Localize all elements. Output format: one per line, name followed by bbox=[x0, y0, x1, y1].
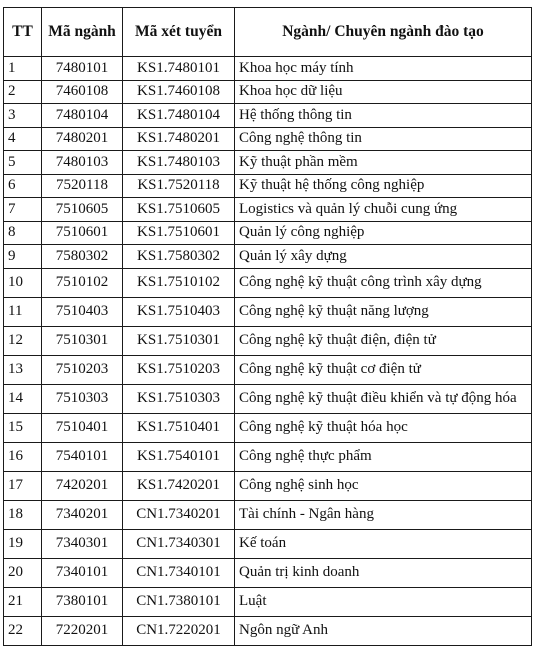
cell-nganh: Công nghệ kỹ thuật điện, điện tử bbox=[235, 326, 532, 355]
cell-nganh: Kỹ thuật hệ thống công nghiệp bbox=[235, 174, 532, 198]
cell-ma-xet-tuyen: KS1.7580302 bbox=[123, 245, 235, 269]
cell-tt: 13 bbox=[4, 355, 42, 384]
header-ma-xet-tuyen: Mã xét tuyển bbox=[123, 8, 235, 57]
cell-ma-xet-tuyen: KS1.7510403 bbox=[123, 297, 235, 326]
cell-tt: 9 bbox=[4, 245, 42, 269]
cell-ma-nganh: 7460108 bbox=[42, 80, 123, 104]
cell-ma-xet-tuyen: CN1.7380101 bbox=[123, 587, 235, 616]
cell-ma-xet-tuyen: KS1.7480104 bbox=[123, 104, 235, 128]
cell-ma-xet-tuyen: KS1.7480101 bbox=[123, 57, 235, 81]
cell-ma-nganh: 7510203 bbox=[42, 355, 123, 384]
cell-ma-xet-tuyen: CN1.7220201 bbox=[123, 616, 235, 645]
table-row bbox=[4, 174, 532, 198]
cell-tt: 21 bbox=[4, 587, 42, 616]
cell-nganh: Công nghệ kỹ thuật công trình xây dựng bbox=[235, 268, 532, 297]
cell-nganh: Quản lý xây dựng bbox=[235, 245, 532, 269]
cell-ma-nganh: 7420201 bbox=[42, 471, 123, 500]
cell-tt: 14 bbox=[4, 384, 42, 413]
cell-tt: 6 bbox=[4, 174, 42, 198]
cell-ma-nganh: 7510403 bbox=[42, 297, 123, 326]
table-row bbox=[4, 529, 532, 558]
table-row bbox=[4, 616, 532, 645]
table-row bbox=[4, 297, 532, 326]
cell-ma-nganh: 7480101 bbox=[42, 57, 123, 81]
cell-ma-xet-tuyen: KS1.7420201 bbox=[123, 471, 235, 500]
cell-nganh: Công nghệ kỹ thuật hóa học bbox=[235, 413, 532, 442]
cell-ma-nganh: 7380101 bbox=[42, 587, 123, 616]
cell-ma-xet-tuyen: KS1.7510601 bbox=[123, 221, 235, 245]
cell-nganh: Quản lý công nghiệp bbox=[235, 221, 532, 245]
table-row bbox=[4, 221, 532, 245]
cell-ma-xet-tuyen: KS1.7510203 bbox=[123, 355, 235, 384]
cell-tt: 12 bbox=[4, 326, 42, 355]
cell-ma-xet-tuyen: KS1.7460108 bbox=[123, 80, 235, 104]
table-row bbox=[4, 471, 532, 500]
cell-tt: 10 bbox=[4, 268, 42, 297]
cell-nganh: Công nghệ thông tin bbox=[235, 127, 532, 151]
table-row bbox=[4, 326, 532, 355]
cell-ma-xet-tuyen: KS1.7480103 bbox=[123, 151, 235, 175]
header-tt: TT bbox=[4, 8, 42, 57]
cell-tt: 22 bbox=[4, 616, 42, 645]
cell-ma-nganh: 7510401 bbox=[42, 413, 123, 442]
cell-ma-nganh: 7510102 bbox=[42, 268, 123, 297]
cell-ma-xet-tuyen: KS1.7510401 bbox=[123, 413, 235, 442]
cell-ma-xet-tuyen: KS1.7510303 bbox=[123, 384, 235, 413]
table-row bbox=[4, 57, 532, 81]
table-row bbox=[4, 442, 532, 471]
cell-nganh: Hệ thống thông tin bbox=[235, 104, 532, 128]
table-row bbox=[4, 198, 532, 222]
cell-ma-nganh: 7510605 bbox=[42, 198, 123, 222]
cell-ma-xet-tuyen: KS1.7510605 bbox=[123, 198, 235, 222]
cell-tt: 1 bbox=[4, 57, 42, 81]
cell-tt: 15 bbox=[4, 413, 42, 442]
cell-ma-xet-tuyen: KS1.7480201 bbox=[123, 127, 235, 151]
cell-ma-nganh: 7340301 bbox=[42, 529, 123, 558]
cell-ma-nganh: 7480201 bbox=[42, 127, 123, 151]
cell-ma-nganh: 7340101 bbox=[42, 558, 123, 587]
cell-tt: 11 bbox=[4, 297, 42, 326]
cell-nganh: Logistics và quản lý chuỗi cung ứng bbox=[235, 198, 532, 222]
cell-tt: 18 bbox=[4, 500, 42, 529]
cell-ma-nganh: 7220201 bbox=[42, 616, 123, 645]
table-row bbox=[4, 413, 532, 442]
cell-ma-xet-tuyen: KS1.7540101 bbox=[123, 442, 235, 471]
cell-ma-xet-tuyen: KS1.7520118 bbox=[123, 174, 235, 198]
cell-nganh: Luật bbox=[235, 587, 532, 616]
cell-tt: 7 bbox=[4, 198, 42, 222]
cell-tt: 16 bbox=[4, 442, 42, 471]
cell-tt: 20 bbox=[4, 558, 42, 587]
cell-nganh: Công nghệ kỹ thuật điều khiển và tự động hóa bbox=[235, 384, 532, 413]
cell-ma-nganh: 7580302 bbox=[42, 245, 123, 269]
cell-ma-xet-tuyen: KS1.7510301 bbox=[123, 326, 235, 355]
header-row bbox=[4, 8, 532, 57]
cell-nganh: Công nghệ kỹ thuật cơ điện tử bbox=[235, 355, 532, 384]
header-ma-nganh: Mã ngành bbox=[42, 8, 123, 57]
cell-nganh: Tài chính - Ngân hàng bbox=[235, 500, 532, 529]
cell-ma-nganh: 7540101 bbox=[42, 442, 123, 471]
majors-table bbox=[3, 7, 532, 646]
table-header bbox=[4, 8, 532, 57]
cell-tt: 3 bbox=[4, 104, 42, 128]
cell-ma-nganh: 7510301 bbox=[42, 326, 123, 355]
table-row bbox=[4, 587, 532, 616]
cell-ma-xet-tuyen: KS1.7510102 bbox=[123, 268, 235, 297]
cell-nganh: Công nghệ sinh học bbox=[235, 471, 532, 500]
cell-nganh: Công nghệ thực phẩm bbox=[235, 442, 532, 471]
table-body bbox=[4, 57, 532, 646]
cell-tt: 4 bbox=[4, 127, 42, 151]
cell-ma-nganh: 7340201 bbox=[42, 500, 123, 529]
table-row bbox=[4, 80, 532, 104]
cell-tt: 19 bbox=[4, 529, 42, 558]
cell-ma-nganh: 7480103 bbox=[42, 151, 123, 175]
cell-ma-xet-tuyen: CN1.7340201 bbox=[123, 500, 235, 529]
header-nganh: Ngành/ Chuyên ngành đào tạo bbox=[235, 8, 532, 57]
cell-ma-nganh: 7510303 bbox=[42, 384, 123, 413]
table-row bbox=[4, 104, 532, 128]
table-row bbox=[4, 151, 532, 175]
table-row bbox=[4, 558, 532, 587]
cell-nganh: Khoa học dữ liệu bbox=[235, 80, 532, 104]
cell-ma-nganh: 7510601 bbox=[42, 221, 123, 245]
cell-tt: 17 bbox=[4, 471, 42, 500]
cell-nganh: Quản trị kinh doanh bbox=[235, 558, 532, 587]
cell-tt: 8 bbox=[4, 221, 42, 245]
cell-nganh: Kỹ thuật phần mềm bbox=[235, 151, 532, 175]
cell-ma-xet-tuyen: CN1.7340101 bbox=[123, 558, 235, 587]
table-row bbox=[4, 500, 532, 529]
cell-nganh: Khoa học máy tính bbox=[235, 57, 532, 81]
cell-ma-xet-tuyen: CN1.7340301 bbox=[123, 529, 235, 558]
table-row bbox=[4, 127, 532, 151]
table-row bbox=[4, 245, 532, 269]
cell-nganh: Kế toán bbox=[235, 529, 532, 558]
cell-tt: 2 bbox=[4, 80, 42, 104]
cell-ma-nganh: 7520118 bbox=[42, 174, 123, 198]
table-row bbox=[4, 384, 532, 413]
table-row bbox=[4, 355, 532, 384]
cell-ma-nganh: 7480104 bbox=[42, 104, 123, 128]
table-row bbox=[4, 268, 532, 297]
cell-tt: 5 bbox=[4, 151, 42, 175]
cell-nganh: Công nghệ kỹ thuật năng lượng bbox=[235, 297, 532, 326]
cell-nganh: Ngôn ngữ Anh bbox=[235, 616, 532, 645]
